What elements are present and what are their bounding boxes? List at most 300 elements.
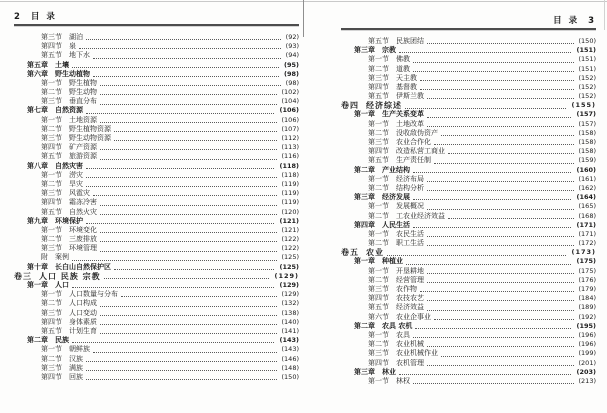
toc-entry-title: 伊斯兰教 [396,92,424,101]
toc-leader-dots [448,218,574,219]
toc-entry-title: 生产责任制 [396,156,431,165]
toc-entry-page: (150) [578,36,596,45]
toc-entry [341,65,596,74]
toc-entry-title: 佛教 [396,55,410,64]
header-rule-right [341,28,596,30]
page-number-right: 3 [588,16,596,26]
toc-entry-number: 第五节 [41,51,62,60]
toc-entry-number: 第十章 [27,262,48,271]
toc-entry-number: 第三节 [41,244,62,253]
toc-entry-page: (152) [578,92,596,101]
toc-entry [341,248,596,257]
toc-entry-number: 第一章 [354,257,375,266]
toc-entry-title: 旅游资源 [69,152,97,161]
toc-leader-dots [434,319,574,320]
toc-entry-page: (92) [285,32,299,41]
toc-entry-page: (146) [281,354,299,363]
toc-entry-page: (152) [578,73,596,82]
toc-entry [14,51,299,60]
toc-entry-title: 农作物 [396,285,417,294]
toc-entry-title: 林业 [382,367,396,376]
toc-entry-page: (138) [281,308,299,317]
toc-entry-title: 产业结构 [382,165,410,174]
toc-entry-title: 野生植物 [69,78,97,87]
toc-entry-title: 基督教 [396,82,417,91]
toc-entry-number: 第一节 [368,119,389,128]
toc-entry-page: (132) [281,299,299,308]
toc-entry-number: 第二节 [368,275,389,284]
toc-entry [14,198,299,207]
toc-leader-dots [413,337,574,338]
toc-entry-number: 第二节 [41,354,62,363]
toc-entry-title: 开垦耕地 [396,266,424,275]
toc-entry [341,74,596,83]
toc-entry-page: (121) [281,225,299,234]
toc-entry-title: 朝鲜族 [69,345,90,354]
toc-entry-title: 垂直分布 [69,97,97,106]
toc-entry [14,162,299,171]
toc-leader-dots [434,144,574,145]
toc-entry-number: 第三节 [368,285,389,294]
toc-leader-dots [415,328,571,329]
page-spine-divider [303,0,304,37]
toc-entry-number: 第六章 [27,69,48,78]
toc-leader-dots [100,122,277,123]
toc-entry [14,345,299,354]
toc-leader-dots [406,264,571,265]
toc-entry-number: 卷四 [341,101,359,111]
toc-leader-dots [420,291,574,292]
toc-entry [341,46,596,55]
toc-entry-page: (199) [578,349,596,358]
toc-entry-page: (119) [281,198,299,207]
toc-entry-number: 第一章 [27,281,48,290]
toc-entry-page: (112) [281,134,299,143]
toc-entry-number: 第一节 [368,174,389,183]
toc-entry-title: 农机管理 [396,358,424,367]
toc-entry-number: 第二节 [41,124,62,133]
toc-entry-title: 三废排放 [69,235,97,244]
toc-leader-dots [86,186,277,187]
toc-entry [14,33,299,42]
toc-entry-number: 第一章 [354,110,375,119]
toc-entry-number: 第九章 [27,216,48,225]
toc-entry-title: 长白山自然保护区 [55,262,111,271]
toc-entry [341,258,596,267]
toc-entry-number: 第二节 [41,235,62,244]
toc-entry-title: 野生动物 [69,88,97,97]
toc-entry [341,230,596,239]
toc-entry-page: (107) [281,124,299,133]
toc-entry-title: 野生植物资源 [69,124,111,133]
toc-entry-number: 第一节 [41,78,62,87]
toc-entry-page: (119) [281,189,299,198]
toc-entry-title: 没收敌伪资产 [396,128,438,137]
toc-leader-dots [100,324,277,325]
toc-entry-page: (143) [279,336,299,345]
toc-leader-dots [441,356,574,357]
toc-entry [341,175,596,184]
toc-leader-dots [100,85,281,86]
toc-entry-title: 土地改革 [396,119,424,128]
toc-page-left [14,10,299,382]
toc-entry-number: 卷三 [14,271,32,281]
toc-entry [14,180,299,189]
toc-entry-page: (129) [274,271,299,280]
page-header-title-left: 目 录 [30,12,57,22]
toc-entry-number: 第三节 [368,73,389,82]
toc-leader-dots [100,251,277,252]
toc-leader-dots [448,153,574,154]
toc-entry-page: (151) [578,55,596,64]
toc-entry-page: (125) [281,253,299,262]
toc-entry-title: 环境管理 [69,244,97,253]
toc-entry-number: 第二章 [354,321,375,330]
toc-leader-dots [427,365,574,366]
toc-entry [341,111,596,120]
toc-leader-dots [427,346,574,347]
toc-entry [14,125,299,134]
toc-entry-title: 人民生活 [382,220,410,229]
toc-entry-page: (148) [281,363,299,372]
toc-entry-page: (106) [279,106,299,115]
toc-entry-number: 第一节 [41,345,62,354]
toc-entry [341,303,596,312]
toc-entry-number: 附 [41,253,48,262]
toc-entry-page: (129) [281,290,299,299]
toc-entry-number: 第三节 [41,363,62,372]
toc-leader-dots [405,108,566,109]
toc-leader-dots [72,287,274,288]
toc-entry-title: 生产关系变革 [382,110,424,119]
toc-entry [14,373,299,382]
toc-entry-page: (184) [578,294,596,303]
toc-entry-page: (151) [578,64,596,73]
toc-entry-number: 第三节 [41,97,62,106]
toc-leader-dots [100,205,277,206]
toc-leader-dots [100,214,277,215]
toc-entry-number: 第一节 [41,115,62,124]
toc-entry-number: 第五节 [41,326,62,335]
toc-leader-dots [79,48,281,49]
page-number-left: 2 [14,12,22,22]
toc-entry-page: (192) [578,312,596,321]
toc-leader-dots [427,181,574,182]
toc-entry [14,171,299,180]
toc-entries-right [341,37,596,386]
toc-leader-dots [100,315,277,316]
toc-entry-page: (120) [281,207,299,216]
toc-entry-title: 自然资源 [55,106,83,115]
toc-entry [14,61,299,70]
toc-entry-page: (162) [578,183,596,192]
toc-entry-page: (98) [285,78,299,87]
toc-entry-page: (161) [578,174,596,183]
toc-leader-dots [100,94,277,95]
toc-entry-number: 第一节 [41,225,62,234]
toc-entry [14,355,299,364]
toc-entry-number: 第四节 [41,198,62,207]
toc-leader-dots [86,370,277,371]
toc-entry [341,340,596,349]
toc-entry-title: 矿产资源 [69,143,97,152]
toc-entry-title: 农业 [366,248,384,258]
toc-entry [341,331,596,340]
toc-entry-title: 改造私营工商业 [396,147,445,156]
toc-leader-dots [86,113,274,114]
toc-entry [14,189,299,198]
toc-leader-dots [434,163,574,164]
toc-entry-number: 第三节 [368,349,389,358]
toc-leader-dots [100,333,277,334]
toc-entry [14,336,299,345]
toc-entry [341,368,596,377]
toc-entry-number: 第三节 [368,138,389,147]
toc-entry-title: 人口构成 [69,299,97,308]
toc-leader-dots [413,227,571,228]
toc-entry-title: 农业机械 [396,340,424,349]
toc-entry-number: 第四节 [41,372,62,381]
toc-entry-title: 泉 [69,42,76,51]
toc-leader-dots [104,278,270,279]
toc-entry-number: 第五节 [368,36,389,45]
toc-entry-number: 第三节 [41,134,62,143]
toc-leader-dots [427,190,574,191]
toc-entry-number: 第三章 [354,193,375,202]
toc-entry-title: 民族团结 [396,36,424,45]
toc-entry-number: 第五章 [27,60,48,69]
toc-entry-number: 第七章 [27,106,48,115]
toc-entry-number: 第四节 [41,143,62,152]
toc-entry-title: 地下水 [69,51,90,60]
toc-entry-number: 第三节 [41,308,62,317]
toc-entry-page: (129) [279,281,299,290]
toc-entry-page: (118) [281,170,299,179]
toc-entry-number: 第四节 [368,82,389,91]
toc-entry-page: (119) [281,179,299,188]
toc-entry [14,281,299,290]
toc-entry [14,107,299,116]
toc-entry-page: (164) [576,193,596,202]
toc-entry-page: (176) [578,275,596,284]
toc-leader-dots [427,236,574,237]
toc-entry-page: (95) [284,60,299,69]
toc-entry [341,156,596,165]
toc-entry-number: 第一节 [41,170,62,179]
toc-entry [341,129,596,138]
toc-entry-number: 第三章 [354,46,375,55]
toc-entry [341,359,596,368]
toc-entry-page: (150) [281,372,299,381]
toc-leader-dots [427,245,574,246]
toc-entry [341,285,596,294]
toc-entry [341,184,596,193]
toc-entry [14,42,299,51]
toc-entry-page: (140) [281,317,299,326]
toc-entry [14,263,299,272]
toc-leader-dots [399,374,571,375]
toc-leader-dots [93,76,279,77]
toc-entry-title: 农业企事业 [396,312,431,321]
toc-entry-title: 职工生活 [396,239,424,248]
toc-leader-dots [93,58,281,59]
toc-entry-page: (143) [281,345,299,354]
toc-entry-page: (203) [576,367,596,376]
toc-leader-dots [86,361,277,362]
toc-entry-title: 农业机械作业 [396,349,438,358]
toc-entry [341,37,596,46]
toc-leader-dots [420,80,574,81]
toc-leader-dots [86,177,277,178]
toc-entry-page: (196) [578,330,596,339]
toc-entry-title: 满族 [69,363,83,372]
toc-entry [341,83,596,92]
toc-entry [14,254,299,263]
toc-entry-page: (102) [281,88,299,97]
toc-entry-page: (157) [578,119,596,128]
toc-leader-dots [399,52,571,53]
toc-entry [341,313,596,322]
toc-entry-page: (196) [578,340,596,349]
toc-leader-dots [413,71,574,72]
toc-leader-dots [121,296,277,297]
toc-leader-dots [427,43,574,44]
toc-entry-page: (125) [279,262,299,271]
toc-entry-page: (158) [578,138,596,147]
toc-entry-page: (171) [578,229,596,238]
toc-entry-page: (201) [578,358,596,367]
toc-entry [14,272,299,281]
toc-entry-number: 第一节 [368,376,389,385]
toc-entry-number: 第四节 [41,42,62,51]
toc-entry-title: 人口变动 [69,308,97,317]
toc-entry-title: 工农业经济效益 [396,211,445,220]
toc-entry-title: 经济效益 [396,303,424,312]
toc-entry-page: (168) [578,211,596,220]
toc-entry-number: 第二节 [41,88,62,97]
toc-leader-dots [72,260,277,261]
toc-leader-dots [100,241,277,242]
toc-entry [14,134,299,143]
toc-leader-dots [427,282,574,283]
page-header-left [14,10,299,23]
toc-entry-number: 第一节 [41,290,62,299]
toc-entry [14,88,299,97]
toc-entry-title: 发展概况 [396,202,424,211]
toc-entry-page: (160) [576,165,596,174]
toc-entry-number: 卷五 [341,248,359,258]
toc-entry-number: 第五节 [41,207,62,216]
toc-entry-page: (155) [571,101,596,110]
toc-entry [14,217,299,226]
toc-leader-dots [86,379,277,380]
toc-leader-dots [427,126,574,127]
toc-entry [14,79,299,88]
toc-leader-dots [413,62,574,63]
toc-entry-title: 自然火灾 [69,207,97,216]
toc-leader-dots [114,269,274,270]
toc-leader-dots [427,273,574,274]
page-header-right [341,14,596,27]
toc-entry [14,318,299,327]
toc-entry-number: 第二节 [41,299,62,308]
page-edge-line [604,0,605,30]
header-rule-left [14,24,299,26]
toc-leader-dots [413,199,571,200]
toc-entry-page: (172) [578,239,596,248]
toc-leader-dots [413,172,571,173]
toc-entries-left [14,33,299,382]
toc-entry-title: 人口数量与分布 [69,290,118,299]
toc-entry [341,267,596,276]
toc-entry-page: (122) [281,235,299,244]
toc-entry [341,55,596,64]
toc-leader-dots [100,149,277,150]
toc-entry-title: 农民生活 [396,229,424,238]
toc-entry-number: 第五节 [368,303,389,312]
toc-leader-dots [93,352,277,353]
toc-leader-dots [114,140,277,141]
toc-entry-number: 第二节 [368,128,389,137]
toc-leader-dots [427,300,574,301]
toc-entry-number: 第四节 [41,317,62,326]
toc-entry-title: 宗教 [382,46,396,55]
toc-entry-page: (94) [285,51,299,60]
toc-entry-title: 道教 [396,64,410,73]
toc-entry [14,208,299,217]
toc-entry-title: 结构分析 [396,183,424,192]
toc-entry-title: 身体素质 [69,317,97,326]
toc-leader-dots [427,117,571,118]
toc-entry-title: 回族 [69,372,83,381]
toc-entry-number: 第一节 [368,229,389,238]
toc-entry [341,166,596,175]
toc-entry [14,70,299,79]
toc-entry-title: 环境保护 [55,216,83,225]
toc-entry-number: 第一节 [368,266,389,275]
toc-entry-title: 霜冻冷害 [69,198,97,207]
toc-entry-page: (113) [281,143,299,152]
toc-leader-dots [427,209,574,210]
toc-entry [14,364,299,373]
toc-entry-number: 第八章 [27,161,48,170]
toc-leader-dots [72,67,279,68]
toc-entry-title: 农业合作化 [396,138,431,147]
toc-entry-page: (121) [279,216,299,225]
toc-entry-number: 第一节 [368,330,389,339]
toc-entry-title: 种植业 [382,257,403,266]
toc-entry-title: 经济发展 [382,193,410,202]
toc-leader-dots [86,168,274,169]
toc-leader-dots [86,39,281,40]
toc-entry-number: 第六节 [368,312,389,321]
toc-entry-number: 第四节 [368,147,389,156]
toc-page-right [341,10,596,386]
toc-entry-number: 第三节 [41,32,62,41]
toc-entry [14,226,299,235]
toc-entry-title: 农具 农机 [382,321,413,330]
toc-entry-title: 经济布局 [396,174,424,183]
toc-entry [341,276,596,285]
toc-entry-page: (179) [578,285,596,294]
toc-entry-title: 农技农艺 [396,294,424,303]
toc-entry [341,212,596,221]
toc-entry-page: (157) [576,110,596,119]
toc-entry-title: 汉族 [69,354,83,363]
toc-leader-dots [100,159,277,160]
toc-leader-dots [114,131,277,132]
toc-leader-dots [427,98,574,99]
